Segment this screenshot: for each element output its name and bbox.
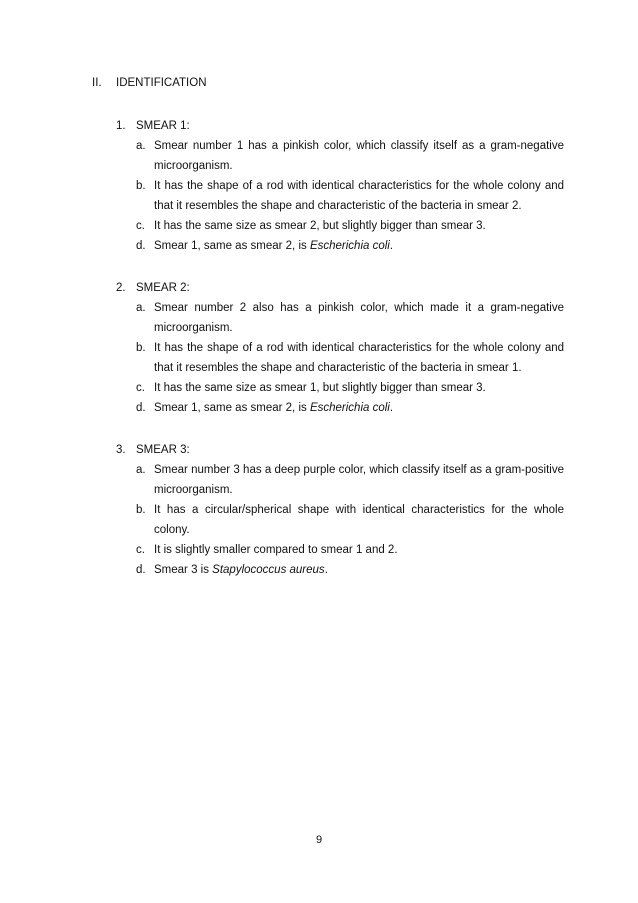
species-name: Stapylococcus aureus <box>212 564 325 576</box>
list-item <box>116 560 564 580</box>
list-item <box>116 298 564 338</box>
item-letter: a. <box>136 464 146 476</box>
species-name: Escherichia coli <box>309 402 390 414</box>
smear-number: 2. <box>116 282 126 294</box>
section-heading <box>92 75 207 91</box>
item-text <box>154 236 564 256</box>
list-item <box>116 338 564 378</box>
item-letter: b. <box>136 504 146 516</box>
item-letter: c. <box>136 544 145 556</box>
list-item <box>116 136 564 176</box>
item-text: Smear number 3 has a deep purple color, which classify itself as a gram-positive microorganism. <box>154 464 564 496</box>
item-text-lead: Smear 1, same as smear 2, is <box>154 240 310 252</box>
list-item <box>116 216 564 236</box>
item-text: It has the same size as smear 2, but slightly bigger than smear 3. <box>154 220 486 232</box>
list-item <box>116 460 564 500</box>
item-letter: d. <box>136 564 146 576</box>
item-text: It has the shape of a rod with identical characteristics for the whole colony and that it resembles the shape and characteristic of the bacteria in smear 2. <box>154 180 564 212</box>
section-number: II. <box>92 77 102 89</box>
item-letter: a. <box>136 140 146 152</box>
species-name: Escherichia coli <box>309 240 390 252</box>
list-item <box>116 540 564 560</box>
item-text: It has the shape of a rod with identical characteristics for the whole colony and that it resembles the shape and characteristic of the bacteria in smear 1. <box>154 342 564 374</box>
item-letter: b. <box>136 342 146 354</box>
item-text <box>154 560 564 580</box>
section-title: IDENTIFICATION <box>116 77 207 89</box>
list-item <box>116 236 564 256</box>
list-item <box>116 378 564 398</box>
item-text <box>154 398 564 418</box>
item-text-suffix: . <box>389 402 394 414</box>
item-text: It is slightly smaller compared to smear 1 and 2. <box>154 544 398 556</box>
item-letter: d. <box>136 402 146 414</box>
item-letter: c. <box>136 220 145 232</box>
smear-title: SMEAR 2: <box>136 282 190 294</box>
item-letter: a. <box>136 302 146 314</box>
item-text-lead: Smear 1, same as smear 2, is <box>154 402 310 414</box>
smear-title: SMEAR 3: <box>136 444 190 456</box>
item-letter: b. <box>136 180 146 192</box>
item-text-lead: Smear 3 is <box>154 564 213 576</box>
smear-items <box>116 460 564 580</box>
item-letter: d. <box>136 240 146 252</box>
smear-heading <box>116 116 564 136</box>
page-number: 9 <box>315 834 323 846</box>
item-text: It has the same size as smear 1, but slightly bigger than smear 3. <box>154 382 486 394</box>
smear-block-2 <box>116 278 564 418</box>
smear-block-1 <box>116 116 564 256</box>
smear-title: SMEAR 1: <box>136 120 190 132</box>
smear-block-3 <box>116 440 564 580</box>
smear-items <box>116 136 564 256</box>
smear-heading <box>116 440 564 460</box>
smear-number: 1. <box>116 120 126 132</box>
item-letter: c. <box>136 382 145 394</box>
item-text: Smear number 1 has a pinkish color, which classify itself as a gram-negative microorganism. <box>154 140 564 172</box>
smear-number: 3. <box>116 444 126 456</box>
item-text-suffix: . <box>324 564 328 576</box>
smear-items <box>116 298 564 418</box>
item-text: Smear number 2 also has a pinkish color, which made it a gram-negative microorganism. <box>154 302 564 334</box>
list-item <box>116 500 564 540</box>
list-item <box>116 176 564 216</box>
list-item <box>116 398 564 418</box>
smear-heading <box>116 278 564 298</box>
item-text-suffix: . <box>389 240 394 252</box>
item-text: It has a circular/spherical shape with identical characteristics for the whole colony. <box>154 504 564 536</box>
